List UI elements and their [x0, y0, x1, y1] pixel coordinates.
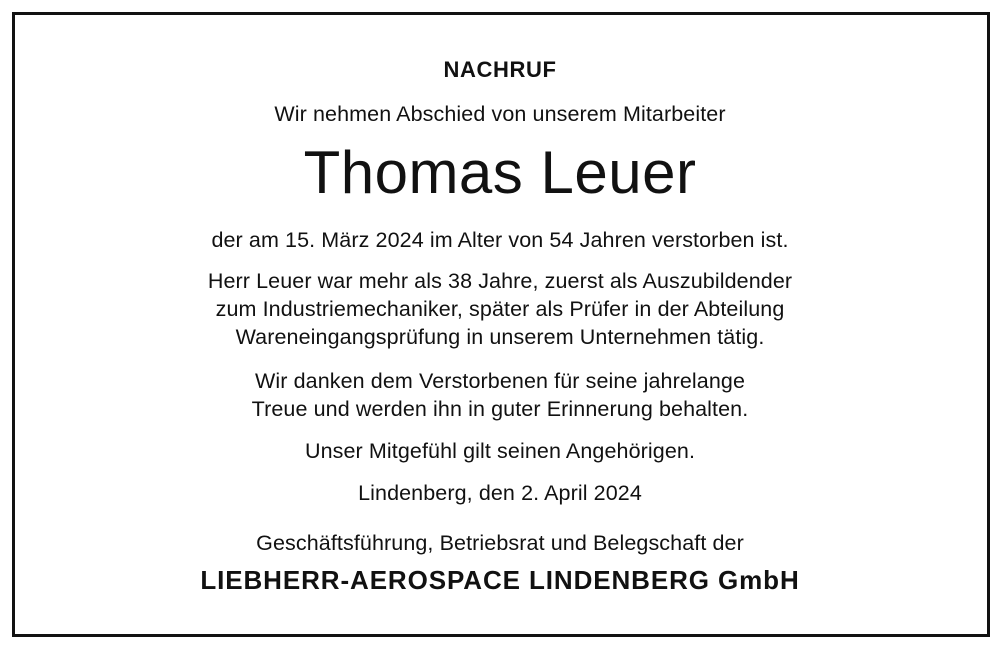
deceased-name: Thomas Leuer — [303, 139, 697, 206]
death-date-line: der am 15. März 2024 im Alter von 54 Jahren verstorben ist. — [211, 228, 789, 252]
notice-heading: NACHRUF — [443, 57, 557, 82]
condolence-line: Unser Mitgefühl gilt seinen Angehörigen. — [304, 439, 696, 463]
thanks-line-2: Treue und werden ihn in guter Erinnerung behalten. — [251, 397, 749, 421]
career-line-2: zum Industriemechaniker, später als Prüfer in der Abteilung — [215, 297, 785, 321]
career-line-3: Wareneingangsprüfung in unserem Unternehmen tätig. — [235, 325, 765, 349]
intro-line: Wir nehmen Abschied von unserem Mitarbeiter — [274, 102, 726, 126]
career-line-1: Herr Leuer war mehr als 38 Jahre, zuerst als Auszubildender — [207, 269, 793, 293]
signatories-line: Geschäftsführung, Betriebsrat und Belegschaft der — [256, 531, 744, 555]
place-date-line: Lindenberg, den 2. April 2024 — [358, 481, 642, 505]
company-name: LIEBHERR-AEROSPACE LINDENBERG GmbH — [200, 565, 800, 595]
thanks-line-1: Wir danken dem Verstorbenen für seine jahrelange — [254, 369, 746, 393]
